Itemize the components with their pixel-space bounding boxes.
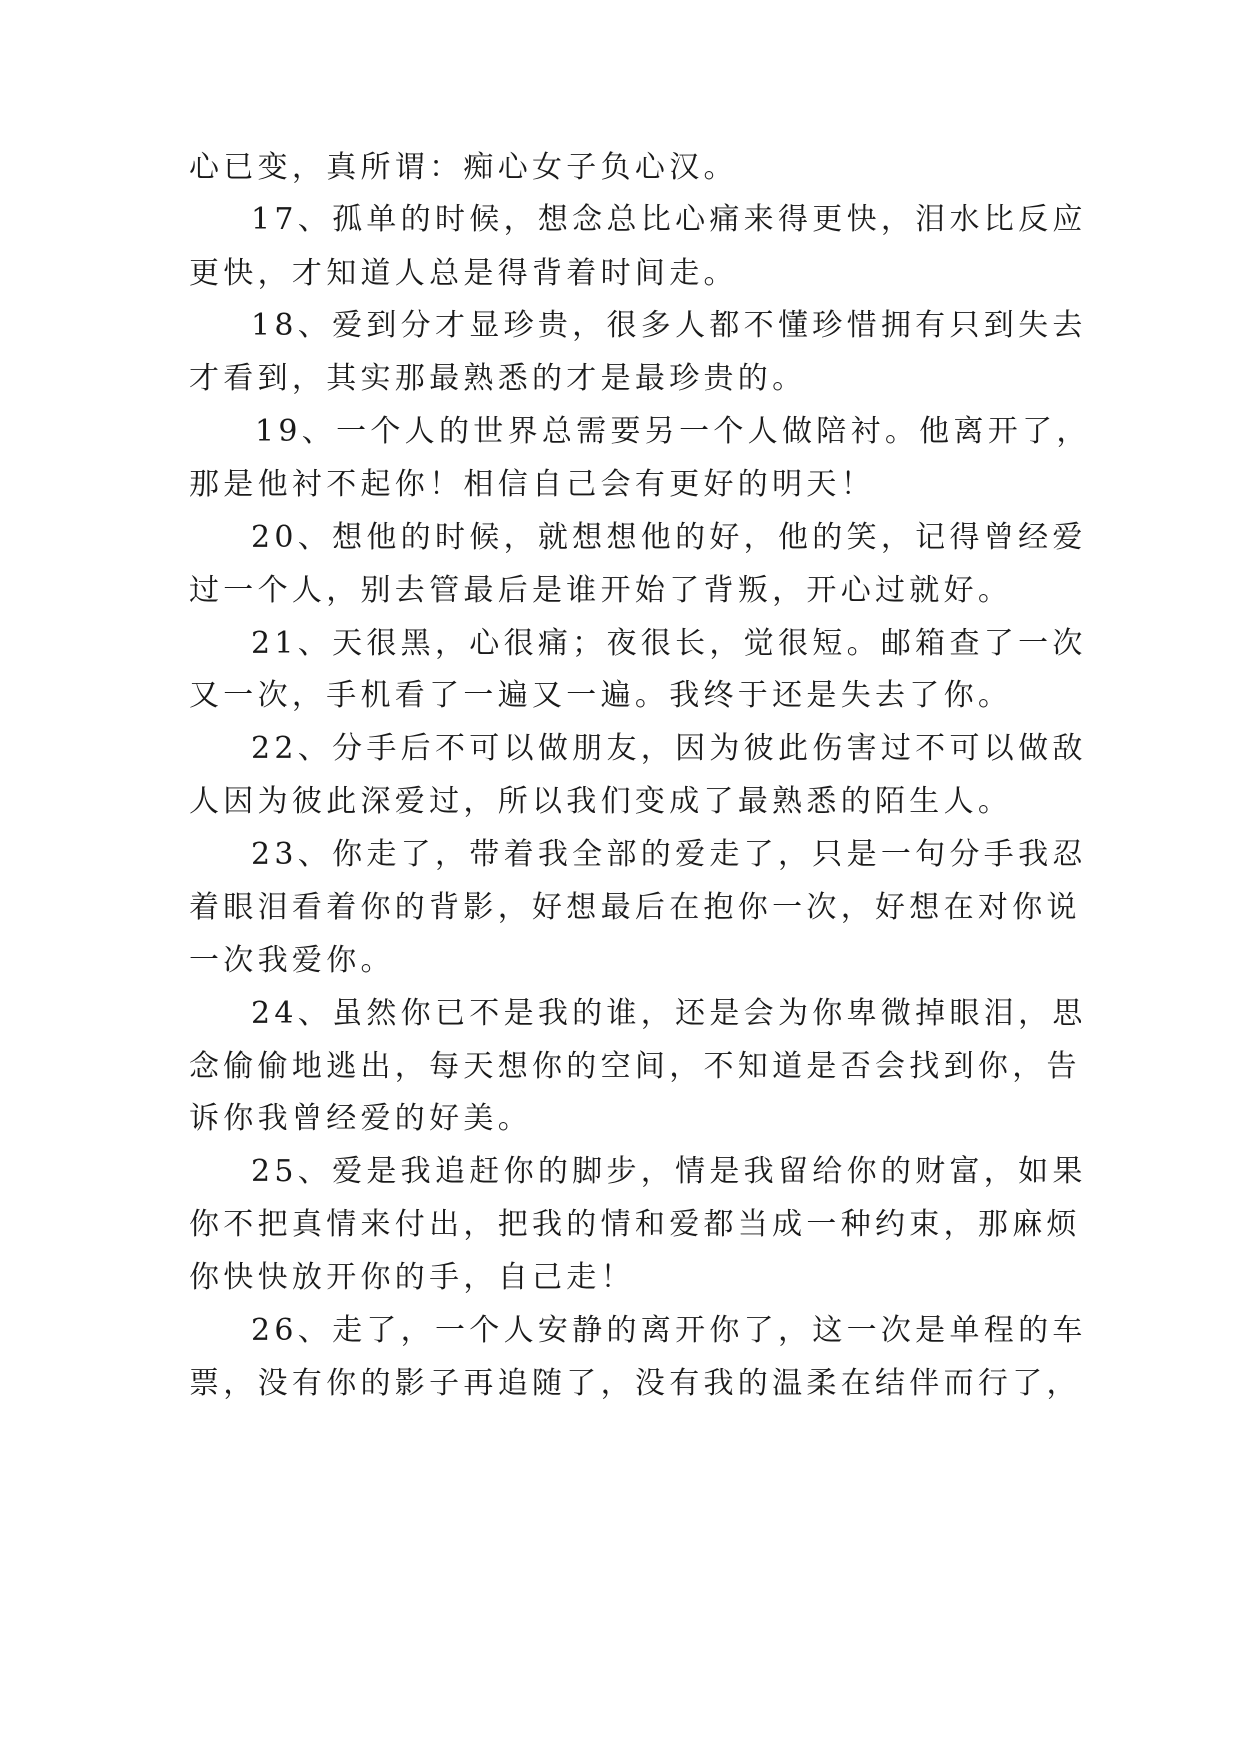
text-line: 25、爱是我追赶你的脚步，情是我留给你的财富，如果 — [251, 1154, 1087, 1189]
text-line: 18、爱到分才显珍贵，很多人都不懂珍惜拥有只到失去 — [251, 308, 1087, 343]
text-line: 26、走了，一个人安静的离开你了，这一次是单程的车 — [251, 1313, 1087, 1348]
text-line: 票，没有你的影子再追随了，没有我的温柔在结伴而行了， — [189, 1366, 1081, 1401]
text-line: 19、一个人的世界总需要另一个人做陪衬。他离开了， — [255, 414, 1091, 449]
text-line: 人因为彼此深爱过，所以我们变成了最熟悉的陌生人。 — [189, 784, 1013, 819]
text-line: 23、你走了，带着我全部的爱走了，只是一句分手我忍 — [251, 837, 1087, 872]
text-line: 才看到，其实那最熟悉的才是最珍贵的。 — [189, 361, 807, 396]
text-line: 一次我爱你。 — [189, 943, 395, 978]
text-line: 你不把真情来付出，把我的情和爱都当成一种约束，那麻烦 — [189, 1207, 1081, 1242]
text-line: 24、虽然你已不是我的谁，还是会为你卑微掉眼泪，思 — [251, 996, 1087, 1031]
text-line: 22、分手后不可以做朋友，因为彼此伤害过不可以做敌 — [251, 731, 1087, 766]
text-line: 21、天很黑，心很痛；夜很长，觉很短。邮箱查了一次 — [251, 626, 1087, 661]
text-line: 你快快放开你的手，自己走！ — [189, 1260, 635, 1295]
text-line: 那是他衬不起你！相信自己会有更好的明天！ — [189, 467, 875, 502]
text-line: 诉你我曾经爱的好美。 — [189, 1101, 532, 1136]
text-line: 又一次，手机看了一遍又一遍。我终于还是失去了你。 — [189, 678, 1013, 713]
text-line: 20、想他的时候，就想想他的好，他的笑，记得曾经爱 — [251, 520, 1087, 555]
text-line: 更快，才知道人总是得背着时间走。 — [189, 256, 738, 291]
text-line: 心已变，真所谓：痴心女子负心汉。 — [189, 150, 738, 185]
text-line: 17、孤单的时候，想念总比心痛来得更快，泪水比反应 — [251, 202, 1087, 237]
text-line: 过一个人，别去管最后是谁开始了背叛，开心过就好。 — [189, 573, 1013, 608]
text-line: 念偷偷地逃出，每天想你的空间，不知道是否会找到你，告 — [189, 1049, 1081, 1084]
text-line: 着眼泪看着你的背影，好想最后在抱你一次，好想在对你说 — [189, 890, 1081, 925]
